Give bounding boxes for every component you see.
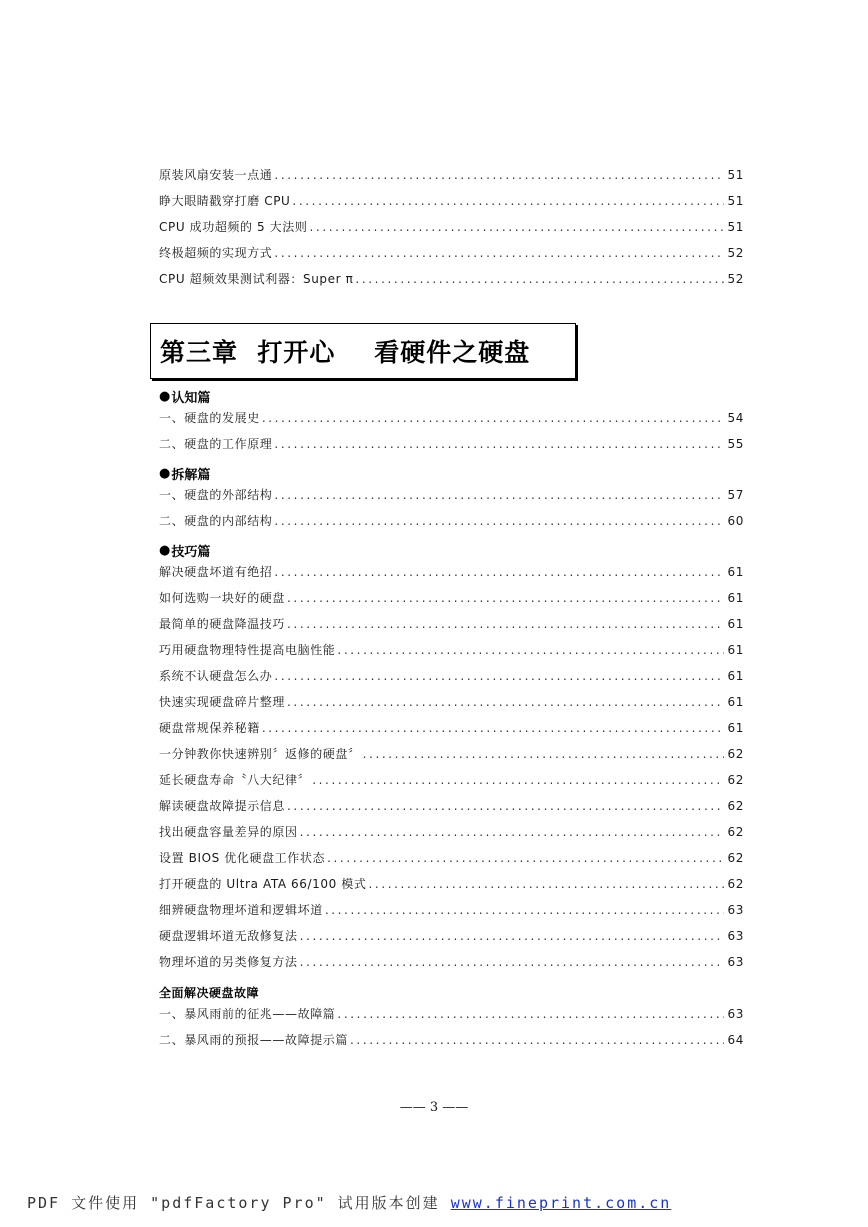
toc-leader-dots — [300, 929, 724, 943]
bullet-icon: ● — [159, 466, 171, 481]
toc-leader-dots — [274, 488, 723, 502]
toc-entry-page: 60 — [727, 514, 744, 528]
toc-leader-dots — [274, 168, 723, 182]
toc-entry-title: CPU 超频效果测试利器：Super π — [159, 272, 354, 286]
toc-entry[interactable] — [159, 1005, 744, 1031]
toc-entry-page: 62 — [727, 773, 744, 787]
toc-leader-dots — [262, 721, 724, 735]
toc-entry[interactable] — [159, 270, 744, 296]
toc-entry[interactable] — [159, 693, 744, 719]
toc-entry-page: 52 — [727, 272, 744, 286]
toc-leader-dots — [312, 773, 723, 787]
toc-leader-dots — [287, 591, 724, 605]
toc-entry-page: 51 — [727, 220, 744, 234]
bullet-icon: ● — [159, 543, 171, 558]
toc-entry-page: 61 — [727, 643, 744, 657]
toc-entry[interactable] — [159, 563, 744, 589]
toc-entry-title: 终极超频的实现方式 — [159, 246, 273, 260]
toc-entry[interactable] — [159, 409, 744, 435]
toc-entry-page: 54 — [727, 411, 744, 425]
toc-entry-title: 如何选购一块好的硬盘 — [159, 591, 286, 605]
toc-entry-title: 解决硬盘坏道有绝招 — [159, 565, 273, 579]
section-heading-label: 全面解决硬盘故障 — [159, 985, 260, 1000]
toc-entry-title: 延长硬盘寿命〝八大纪律〞 — [159, 773, 311, 787]
section-heading-renzhi — [159, 384, 744, 409]
toc-entry[interactable] — [159, 486, 744, 512]
toc-leader-dots — [262, 411, 724, 425]
toc-entry-page: 61 — [727, 591, 744, 605]
toc-leader-dots — [274, 514, 723, 528]
toc-entry[interactable] — [159, 435, 744, 461]
toc-entry-page: 61 — [727, 721, 744, 735]
toc-leader-dots — [274, 437, 723, 451]
toc-entry-title: 细辨硬盘物理坏道和逻辑坏道 — [159, 903, 323, 917]
toc-entry[interactable] — [159, 667, 744, 693]
toc-leader-dots — [287, 799, 724, 813]
toc-entry[interactable] — [159, 641, 744, 667]
toc-entry[interactable] — [159, 953, 744, 979]
toc-leader-dots — [325, 903, 724, 917]
toc-entry-page: 62 — [727, 747, 744, 761]
section-heading-label: 拆解篇 — [171, 468, 211, 483]
toc-entry-title: 二、硬盘的工作原理 — [159, 437, 273, 451]
toc-entry-page: 51 — [727, 168, 744, 182]
toc-entry-page: 62 — [727, 877, 744, 891]
toc-leader-dots — [300, 955, 724, 969]
toc-entry-title: 物理坏道的另类修复方法 — [159, 955, 298, 969]
section-heading-label: 认知篇 — [171, 391, 211, 406]
toc-entry-title: 一、硬盘的发展史 — [159, 411, 260, 425]
toc-entry-title: 一、硬盘的外部结构 — [159, 488, 273, 502]
toc-entry-title: 睁大眼睛戳穿打磨 CPU — [159, 194, 291, 208]
toc-entry-title: 找出硬盘容量差异的原因 — [159, 825, 298, 839]
toc-entry-page: 61 — [727, 695, 744, 709]
toc-entry[interactable] — [159, 745, 744, 771]
toc-entry-title: 硬盘逻辑坏道无敌修复法 — [159, 929, 298, 943]
toc-leader-dots — [309, 220, 723, 234]
toc-entry[interactable] — [159, 901, 744, 927]
toc-leader-dots — [274, 669, 723, 683]
toc-leader-dots — [337, 643, 723, 657]
toc-entry-page: 51 — [727, 194, 744, 208]
toc-entry[interactable] — [159, 1031, 744, 1057]
toc-entry[interactable] — [159, 244, 744, 270]
toc-entry[interactable] — [159, 166, 744, 192]
toc-entry-page: 52 — [727, 246, 744, 260]
toc-entry-title: 快速实现硬盘碎片整理 — [159, 695, 286, 709]
toc-entry-page: 62 — [727, 799, 744, 813]
section-heading-quanmian — [159, 979, 744, 1005]
toc-entry-page: 61 — [727, 669, 744, 683]
toc-entry-page: 62 — [727, 851, 744, 865]
toc-entry[interactable] — [159, 849, 744, 875]
toc-leader-dots — [355, 272, 723, 286]
toc-entry-title: 原装风扇安装一点通 — [159, 168, 273, 182]
pdf-footer — [27, 1192, 671, 1213]
toc-leader-dots — [368, 877, 723, 891]
toc-entry-page: 61 — [727, 565, 744, 579]
toc-entry-title: 解读硬盘故障提示信息 — [159, 799, 286, 813]
chapter-title: 第三章 打开心 看硬件之硬盘 — [160, 338, 531, 367]
toc-entry[interactable] — [159, 797, 744, 823]
toc-leader-dots — [363, 747, 724, 761]
toc-entry-page: 63 — [727, 929, 744, 943]
section-heading-chaijie — [159, 461, 744, 486]
toc-leader-dots — [337, 1007, 723, 1021]
toc-entry[interactable] — [159, 615, 744, 641]
toc-entry[interactable] — [159, 927, 744, 953]
toc-leader-dots — [327, 851, 723, 865]
toc-entry-title: 最简单的硬盘降温技巧 — [159, 617, 286, 631]
toc-leader-dots — [300, 825, 724, 839]
toc-entry-title: 硬盘常规保养秘籍 — [159, 721, 260, 735]
toc-entry[interactable] — [159, 823, 744, 849]
toc-entry-page: 63 — [727, 1007, 744, 1021]
toc-entry[interactable] — [159, 218, 744, 244]
toc-entry-page: 57 — [727, 488, 744, 502]
toc-entry-title: 一、暴风雨前的征兆——故障篇 — [159, 1007, 336, 1021]
toc-entry-page: 63 — [727, 903, 744, 917]
toc-entry-title: 一分钟教你快速辨别〞返修的硬盘〞 — [159, 747, 361, 761]
toc-entry[interactable] — [159, 719, 744, 745]
chapter-heading-box — [150, 323, 576, 379]
toc-leader-dots — [292, 194, 723, 208]
toc-entry-title: 设置 BIOS 优化硬盘工作状态 — [159, 851, 326, 865]
toc-entry[interactable] — [159, 589, 744, 615]
toc-entry-title: 二、暴风雨的预报——故障提示篇 — [159, 1033, 349, 1047]
section-heading-jiqiao — [159, 538, 744, 563]
toc-entry-title: 系统不认硬盘怎么办 — [159, 669, 273, 683]
toc-leader-dots — [287, 617, 724, 631]
toc-entry-page: 62 — [727, 825, 744, 839]
toc-entry-page: 61 — [727, 617, 744, 631]
footer-text: PDF 文件使用 "pdfFactory Pro" 试用版本创建 — [27, 1194, 451, 1212]
toc-leader-dots — [274, 246, 723, 260]
toc-leader-dots — [274, 565, 723, 579]
toc-entry-page: 55 — [727, 437, 744, 451]
toc-entry-title: 巧用硬盘物理特性提高电脑性能 — [159, 643, 336, 657]
bullet-icon: ● — [159, 389, 171, 404]
toc-chapter-sections — [159, 384, 744, 1057]
section-heading-label: 技巧篇 — [171, 545, 211, 560]
toc-top-entries — [159, 166, 744, 296]
toc-entry-title: 二、硬盘的内部结构 — [159, 514, 273, 528]
toc-entry[interactable] — [159, 512, 744, 538]
toc-entry[interactable] — [159, 771, 744, 797]
toc-entry-title: CPU 成功超频的 5 大法则 — [159, 220, 308, 234]
toc-leader-dots — [287, 695, 724, 709]
toc-entry-title: 打开硬盘的 Ultra ATA 66/100 模式 — [159, 877, 367, 891]
footer-link[interactable]: www.fineprint.com.cn — [450, 1194, 672, 1212]
page-number: —— 3 —— — [399, 1100, 469, 1115]
toc-entry-page: 64 — [727, 1033, 744, 1047]
toc-entry[interactable] — [159, 875, 744, 901]
toc-entry-page: 63 — [727, 955, 744, 969]
toc-entry[interactable] — [159, 192, 744, 218]
toc-leader-dots — [350, 1033, 724, 1047]
